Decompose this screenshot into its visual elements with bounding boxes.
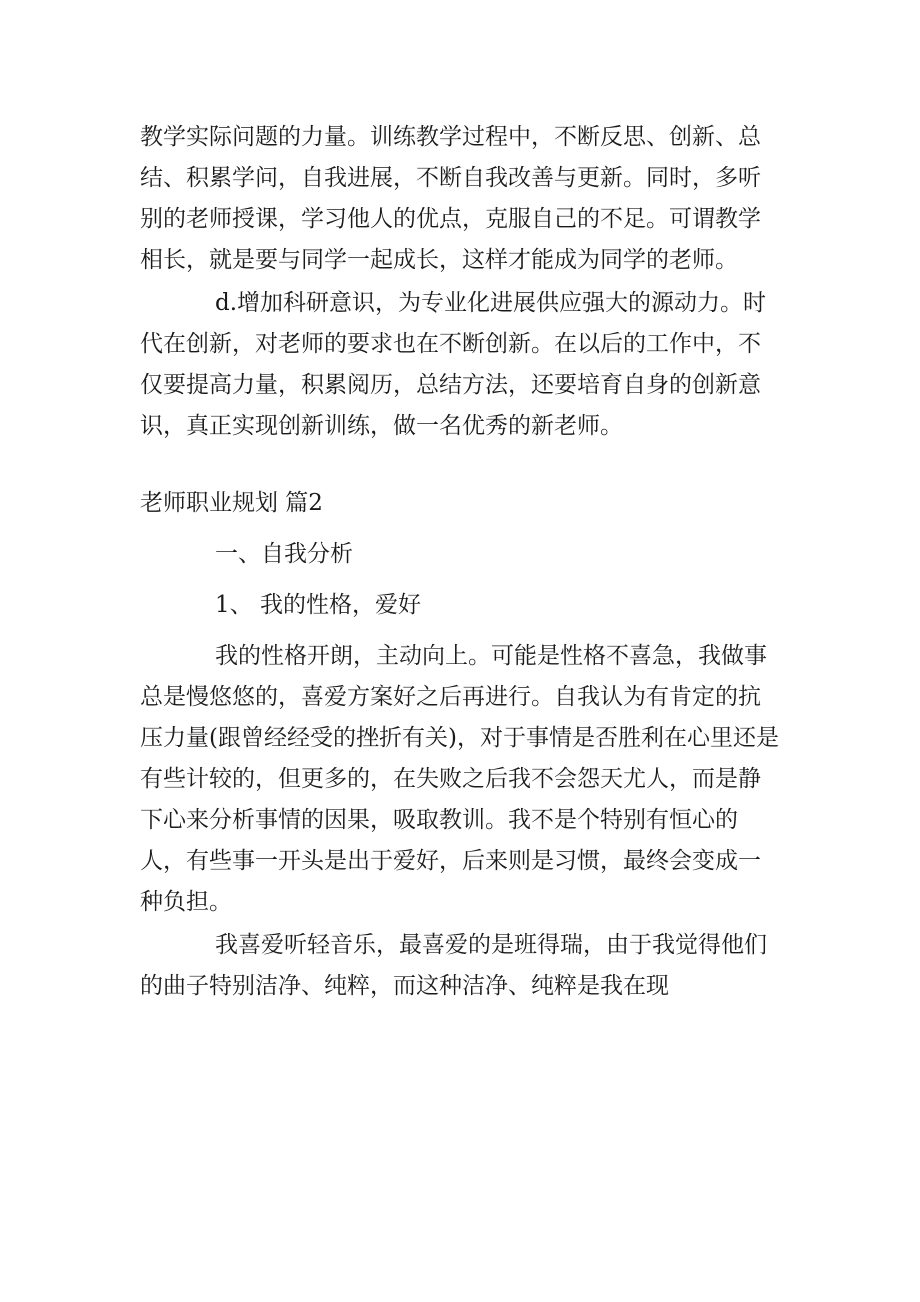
section-title: 老师职业规划 篇2 (140, 490, 323, 516)
heading-self-analysis: 一、自我分析 (215, 541, 353, 567)
paragraph-personality: 我的性格开朗，主动向上。可能是性格不喜急，我做事总是慢悠悠的，喜爱方案好之后再进行。自我认为有肯定的抗压力量(跟曾经经受的挫折有关)，对于事情是否胜利在心里还是有些计较的，但更多的，在失败之后我不会怨天尤人，而是静下心来分析事情的因果，吸取教训。我不是个特别有恒心的人，有些事一开头是出于爱好，后来则是习惯，最终会变成一种负担。 (140, 643, 779, 915)
document-body (140, 117, 780, 1009)
paragraph-music: 我喜爱听轻音乐，最喜爱的是班得瑞，由于我觉得他们的曲子特别洁净、纯粹，而这种洁净、纯粹是我在现 (140, 932, 767, 999)
heading-personality-hobbies: 1、 我的性格，爱好 (215, 592, 421, 618)
paragraph-research-awareness: d.增加科研意识，为专业化进展供应强大的源动力。时代在创新，对老师的要求也在不断创新。在以后的工作中，不仅要提高力量，积累阅历，总结方法，还要培育自身的创新意识，真正实现创新训练，做一名优秀的新老师。 (140, 290, 767, 439)
paragraph-teaching-reflection: 教学实际问题的力量。训练教学过程中，不断反思、创新、总结、积累学问，自我进展，不断自我改善与更新。同时，多听别的老师授课，学习他人的优点，克服自己的不足。可谓教学相长，就是要与同学一起成长，这样才能成为同学的老师。 (140, 124, 761, 273)
